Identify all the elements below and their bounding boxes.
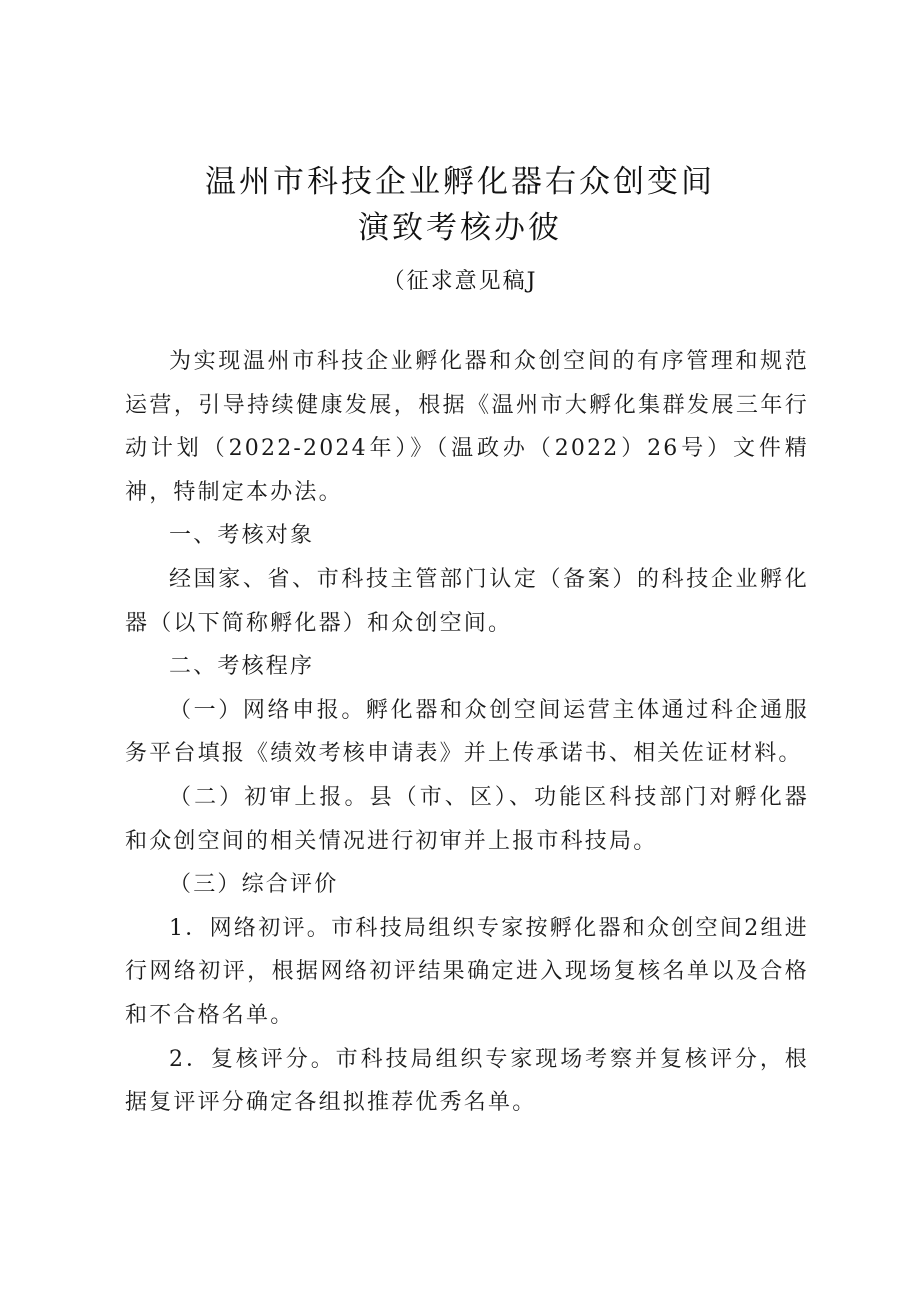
paragraph-online-evaluation: 1．网络初评。市科技局组织专家按孵化器和众创空间2组进行网络初评，根据网络初评结果确定进入现场复核名单以及合格和不合格名单。 bbox=[125, 915, 809, 1028]
document-title-line-1: 温州市科技企业孵化器右众创变间 bbox=[205, 164, 715, 200]
paragraph-online-application: （一）网络申报。孵化器和众创空间运营主体通过科企通服务平台填报《绩效考核申请表》并上传承诺书、相关佐证材料。 bbox=[125, 697, 809, 767]
paragraph-preliminary-review: （二）初审上报。县（市、区）、功能区科技部门对孵化器和众创空间的相关情况进行初审并上报市科技局。 bbox=[125, 784, 809, 854]
section-heading-assessment-procedure: 二、考核程序 bbox=[169, 654, 315, 680]
document-title-line-2: 演致考核办彼 bbox=[358, 210, 562, 246]
document-subtitle: （征求意见稿J bbox=[382, 269, 538, 294]
document-body bbox=[125, 340, 809, 1125]
section-heading-assessment-target: 一、考核对象 bbox=[169, 523, 315, 549]
paragraph-intro: 为实现温州市科技企业孵化器和众创空间的有序管理和规范运营，引导持续健康发展，根据《温州市大孵化集群发展三年行动计划（2022-2024年）》（温政办（2022）26号）文件精神，特制定本办法。 bbox=[125, 349, 809, 505]
subheading-comprehensive-evaluation: （三）综合评价 bbox=[169, 872, 339, 898]
paragraph-review-scoring: 2．复核评分。市科技局组织专家现场考察并复核评分，根据复评评分确定各组拟推荐优秀名单。 bbox=[125, 1046, 809, 1116]
paragraph-assessment-target: 经国家、省、市科技主管部门认定（备案）的科技企业孵化器（以下简称孵化器）和众创空间。 bbox=[125, 566, 809, 636]
